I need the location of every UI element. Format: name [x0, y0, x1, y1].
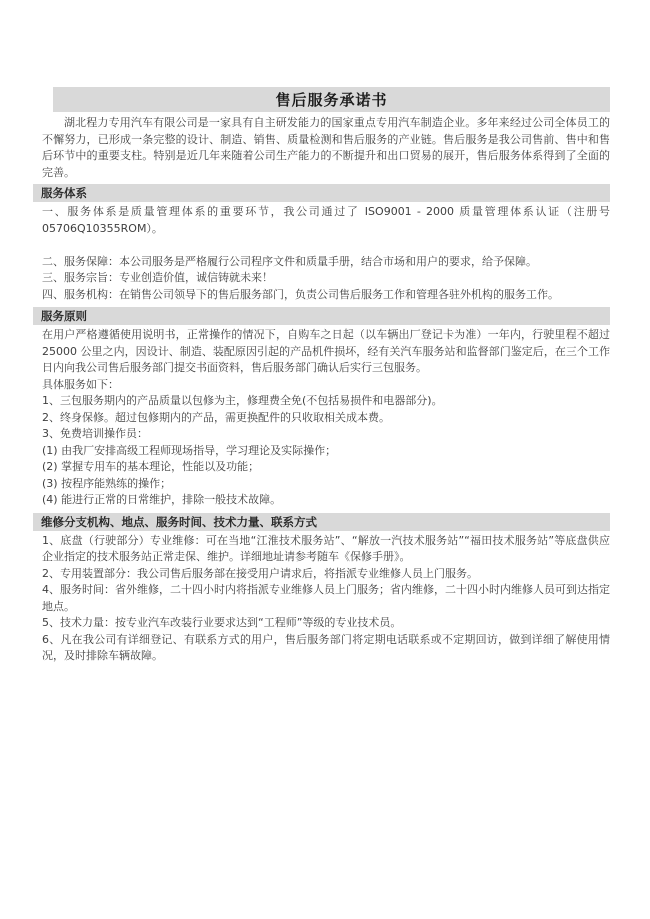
section-repair-branches: [33, 513, 610, 665]
paragraph-item: 4、服务时间：省外维修，二十四小时内将指派专业维修人员上门服务；省内维修，二十四小时内维修人员可到达指定地点。: [42, 583, 610, 613]
paragraph-item: 3、免费培训操作员：: [42, 427, 148, 440]
paragraph-item: (2) 掌握专用车的基本理论，性能以及功能；: [42, 460, 260, 473]
paragraph-item: 四、服务机构：在销售公司领导下的售后服务部门，负责公司售后服务工作和管理各驻外机构的服务工作。: [42, 287, 559, 301]
paragraph-item: 5、技术力量：按专业汽车改装行业要求达到“工程师”等级的专业技术员。: [42, 616, 402, 629]
paragraph-item: (1) 由我厂安排高级工程师现场指导，学习理论及实际操作；: [42, 443, 337, 457]
paragraph-item: 一、服务体系是质量管理体系的重要环节，我公司通过了 ISO9001 - 2000 质量管理体系认证（注册号 05706Q10355ROM）。: [42, 205, 610, 235]
section-heading-service-principles: 服务原则: [33, 307, 610, 325]
paragraph-item: (4) 能进行正常的日常维护，排除一般技术故障。: [42, 493, 282, 506]
blank-line: [33, 237, 610, 254]
paragraph-item: 二、服务保障：本公司服务是严格履行公司程序文件和质量手册，结合市场和用户的要求，给予保障。: [42, 254, 537, 268]
intro-paragraph: 湖北程力专用汽车有限公司是一家具有自主研发能力的国家重点专用汽车制造企业。多年来经过公司全体员工的不懈努力，已形成一条完整的设计、制造、销售、质量检测和售后服务的产业链。售后服务是我公司售前、售中和售后环节中的重要支柱。特别是近几年来随着公司生产能力的不断提升和出口贸易的展开，售后服务体系得到了全面的完善。: [42, 116, 610, 179]
section-heading-repair-branches: 维修分支机构、地点、服务时间、技术力量、联系方式: [33, 513, 610, 531]
paragraph-item: 2、专用装置部分：我公司售后服务部在接受用户请求后，将指派专业维修人员上门服务。: [42, 566, 478, 580]
paragraph-item: 具体服务如下：: [42, 377, 119, 391]
paragraph-item: 在用户严格遵循使用说明书，正常操作的情况下，自购车之日起（以车辆出厂登记卡为准）一年内，行驶里程不超过 25000 公里之内，因设计、制造、装配原因引起的产品机件损坏，经有关汽车服务站和监督部门鉴定后，在三个工作日内向我公司售后服务部门提交书面资料，售后服务部门确认后实行三包服务。: [42, 328, 610, 374]
paragraph-item: 1、三包服务期内的产品质量以包修为主，修理费全免(不包括易损件和电器部分)。: [42, 394, 443, 407]
section-service-system: [33, 184, 610, 303]
paragraph-item: 1、底盘（行驶部分）专业维修：可在当地“江淮技术服务站”、“解放一汽技术服务站”“福田技术服务站”等底盘供应企业指定的技术服务站正常走保、维护。详细地址请参考随车《保修手册》。: [42, 533, 610, 563]
paragraph-item: 6、凡在我公司有详细登记、有联系方式的用户，售后服务部门将定期电话联系或不定期回访，做到详细了解使用情况，及时排除车辆故障。: [42, 632, 610, 662]
paragraph-item: 2、终身保修。超过包修期内的产品，需更换配件的只收取相关成本费。: [42, 410, 390, 424]
section-service-principles: [33, 307, 610, 509]
document-title: 售后服务承诺书: [275, 91, 388, 109]
section-heading-service-system: 服务体系: [33, 184, 610, 202]
paragraph-item: (3) 按程序能熟练的操作；: [42, 476, 172, 490]
paragraph-item: 三、服务宗旨：专业创造价值，诚信铸就未来！: [42, 271, 273, 284]
document-title-bar: [53, 87, 610, 112]
